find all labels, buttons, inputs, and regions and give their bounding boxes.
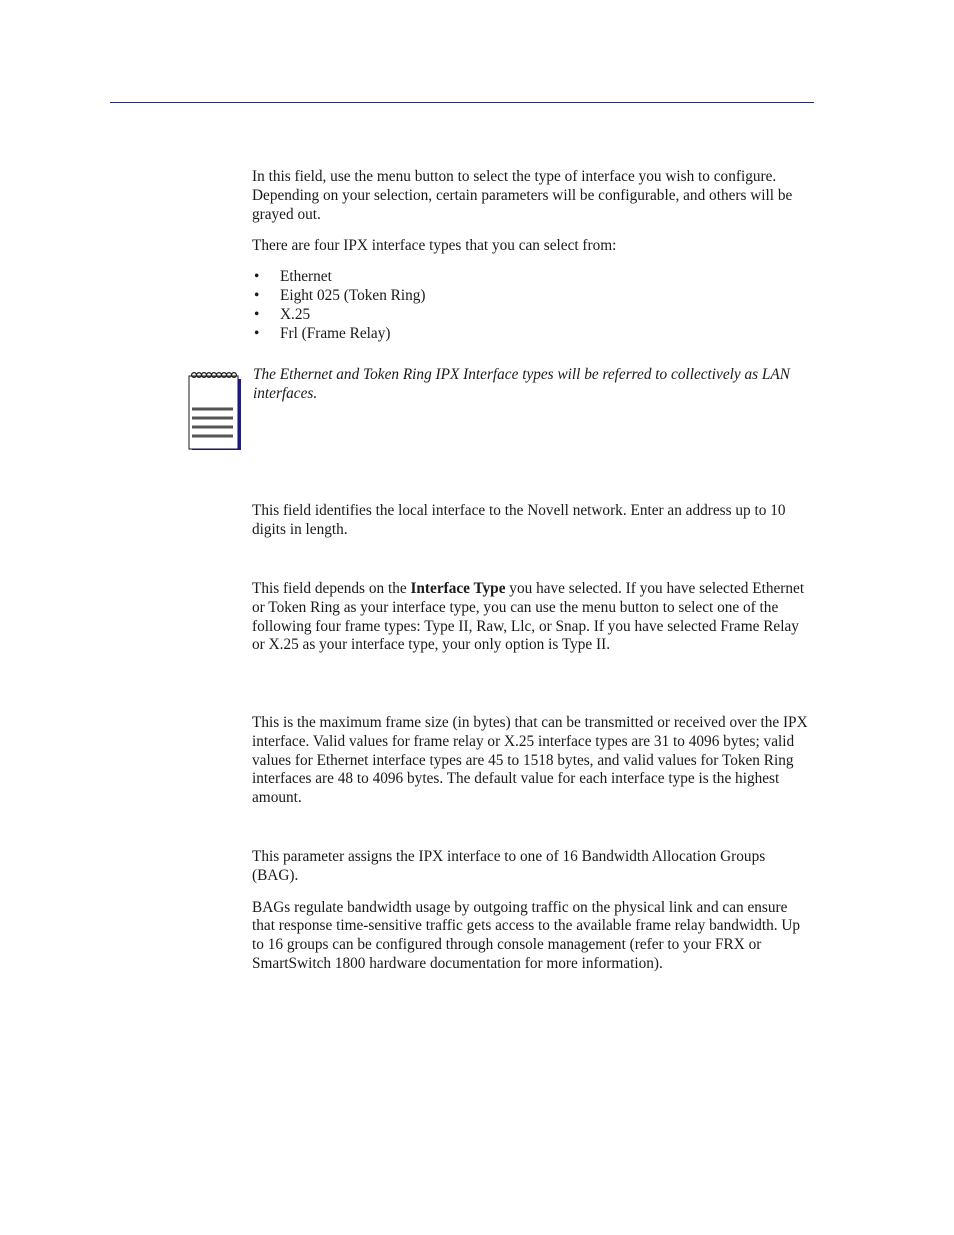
section-address <box>252 502 814 540</box>
interface-type-list <box>252 268 814 343</box>
note-text: The Ethernet and Token Ring IPX Interface types will be referred to collectively as LAN interfaces. <box>253 366 790 402</box>
list-item: • Eight 025 (Token Ring) <box>252 287 814 306</box>
section-interface-type <box>252 168 814 343</box>
max-frame-size-description: This is the maximum frame size (in bytes) that can be transmitted or received over the IPX interface. Valid values for frame relay or X.25 interface types are 31 to 4096 bytes; valid values for Ethernet interface types are 45 to 1518 bytes, and valid values for Token Ring interfaces are 48 to 4096 bytes. The default value for each interface type is the highest amount. <box>252 714 808 807</box>
frame-type-text-after: you have selected. If you have selected Ethernet or Token Ring as your interface type, you can use the menu button to select one of the following four frame types: Type II, Raw, Llc, or Snap. If you have selected Frame Relay or X.25 as your interface type, your only option is Type II. <box>252 580 805 654</box>
header-rule <box>110 102 814 103</box>
interface-type-intro: There are four IPX interface types that you can select from: <box>252 237 617 255</box>
list-item: • Frl (Frame Relay) <box>252 325 814 344</box>
list-item: • X.25 <box>252 306 814 325</box>
bag-details: BAGs regulate bandwidth usage by outgoing traffic on the physical link and can ensure that response time-sensitive traffic gets access to the available frame relay bandwidth. Up to 16 groups can be configured through console management (refer to your FRX or SmartSwitch 1800 hardware documentation for more information). <box>252 898 801 972</box>
section-frame-type <box>252 580 814 655</box>
list-item: • Ethernet <box>252 268 814 287</box>
frame-type-description <box>252 580 814 655</box>
section-bag <box>252 848 814 974</box>
notepad-icon <box>188 371 244 451</box>
address-description: This field identifies the local interface to the Novell network. Enter an address up to 10 digits in length. <box>252 502 786 538</box>
bag-description: This parameter assigns the IPX interface to one of 16 Bandwidth Allocation Groups (BAG). <box>252 848 766 884</box>
frame-type-text-before: This field depends on the <box>252 580 411 597</box>
section-max-frame-size <box>252 714 814 808</box>
interface-type-description: In this field, use the menu button to select the type of interface you wish to configure. Depending on your selection, certain parameters will be configurable, and others will be grayed out. <box>252 168 793 223</box>
interface-type-term: Interface Type <box>410 580 506 597</box>
